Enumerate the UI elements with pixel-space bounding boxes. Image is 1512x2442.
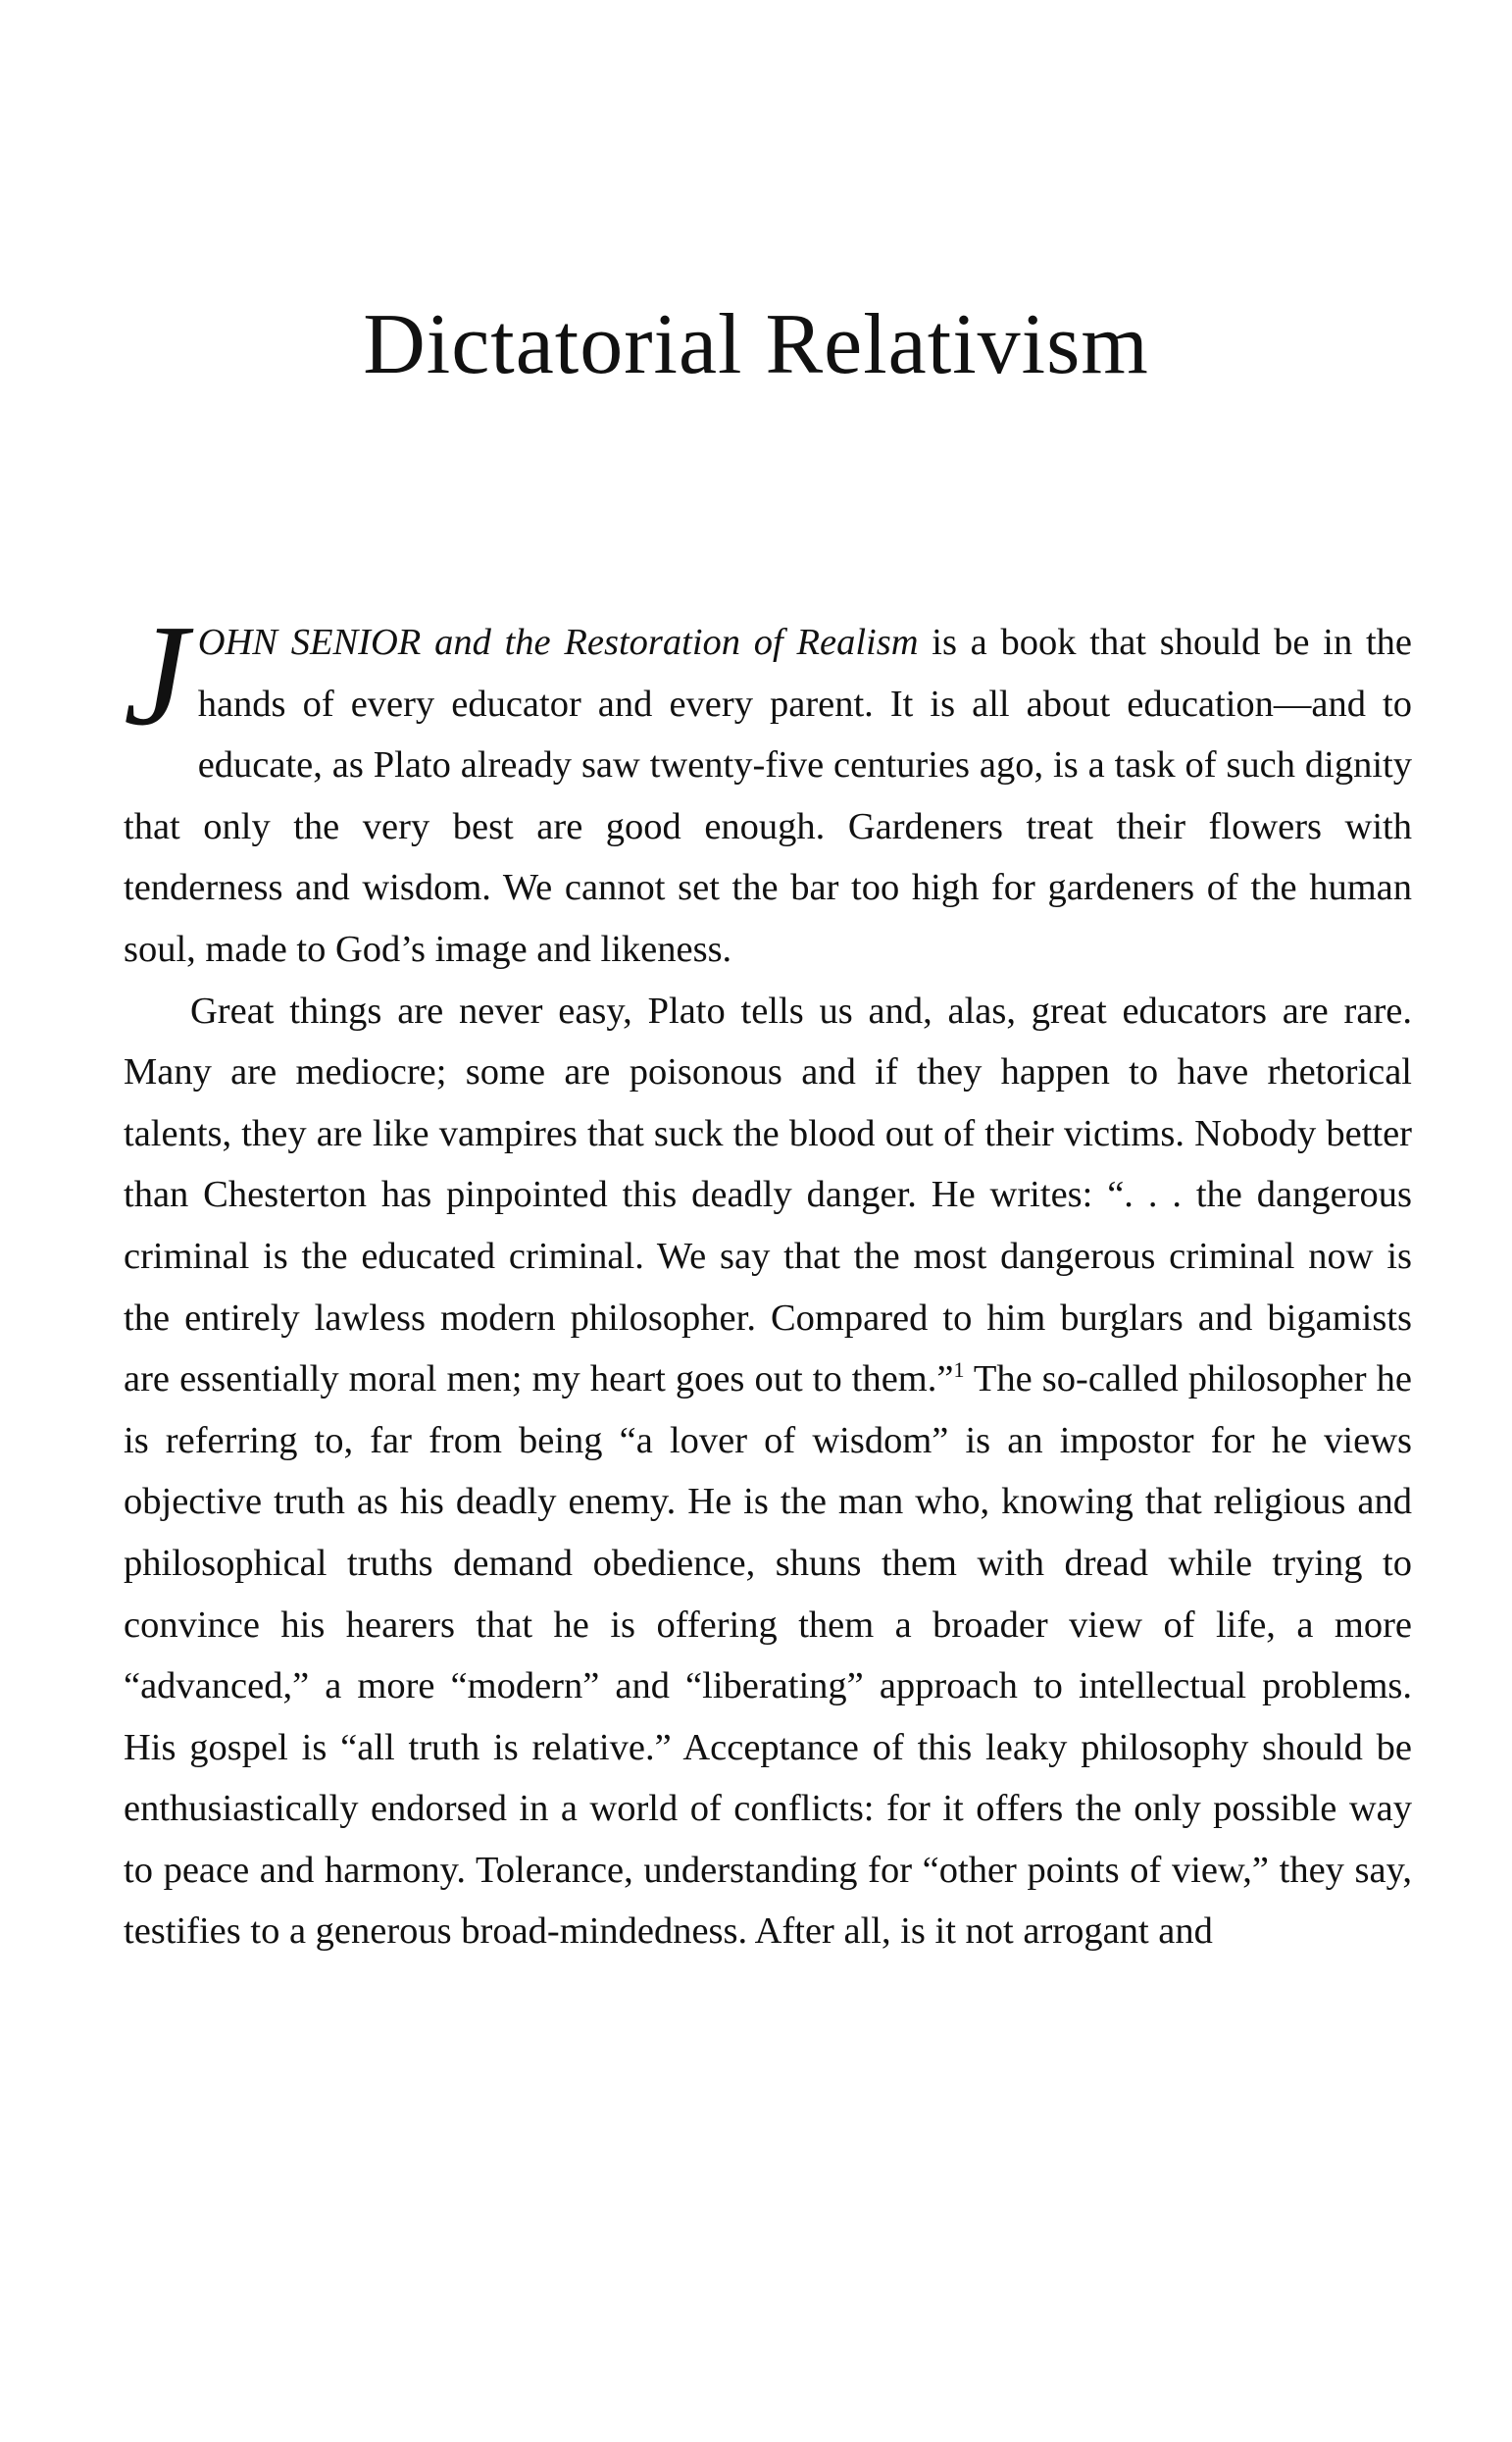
paragraph-2-text-before-note: Great things are never easy, Plato tells us and, alas, great educators are rare. Many are mediocre; some are poisonous and if they happen to have rhetorical talents, they are like vampires that suck the blood out of their victims. Nobody better than Chesterton has pinpointed this deadly danger. He writes: “. . . the dangerous criminal is the educated criminal. We say that the most dangerous criminal now is the entirely lawless modern philosopher. Compared to him burglars and bigamists are essentially moral men; my heart goes out to them.” — [124, 990, 1412, 1400]
paragraph-1-text: is a book that should be in the hands of every educator and every parent. It is all about education—and to educate, as Plato already saw twenty-five centuries ago, is a task of such dignity that only the very best are good enough. Gardeners treat their flowers with tenderness and wisdom. We cannot set the bar too high for gardeners of the human soul, made to God’s image and likeness. — [124, 622, 1412, 970]
paragraph-1 — [124, 595, 1412, 981]
paragraph-2 — [124, 981, 1412, 1963]
drop-cap: J — [124, 595, 188, 756]
footnote-marker[interactable]: 1 — [953, 1357, 965, 1383]
body-text — [124, 595, 1412, 1962]
book-title — [198, 622, 919, 663]
book-title-caps: OHN SENIOR — [197, 622, 422, 663]
paragraph-2-text-after-note: The so-called philosopher he is referring to, far from being “a lover of wisdom” is an impostor for he views objective truth as his deadly enemy. He is the man who, knowing that religious and philosophical truths demand obedience, shuns them with dread while trying to convince his hearers that he is offering them a broader view of life, a more “advanced,” a more “modern” and “liberating” approach to intellectual problems. His gospel is “all truth is relative.” Acceptance of this leaky philosophy should be enthusiastically endorsed in a world of conflicts: for it offers the only possible way to peace and harmony. Tolerance, understanding for “other points of view,” they say, testifies to a generous broad-mindedness. After all, is it not arrogant and — [124, 1358, 1412, 1953]
chapter-title: Dictatorial Relativism — [363, 297, 1149, 392]
book-title-rest: and the Restoration of Realism — [421, 622, 919, 663]
